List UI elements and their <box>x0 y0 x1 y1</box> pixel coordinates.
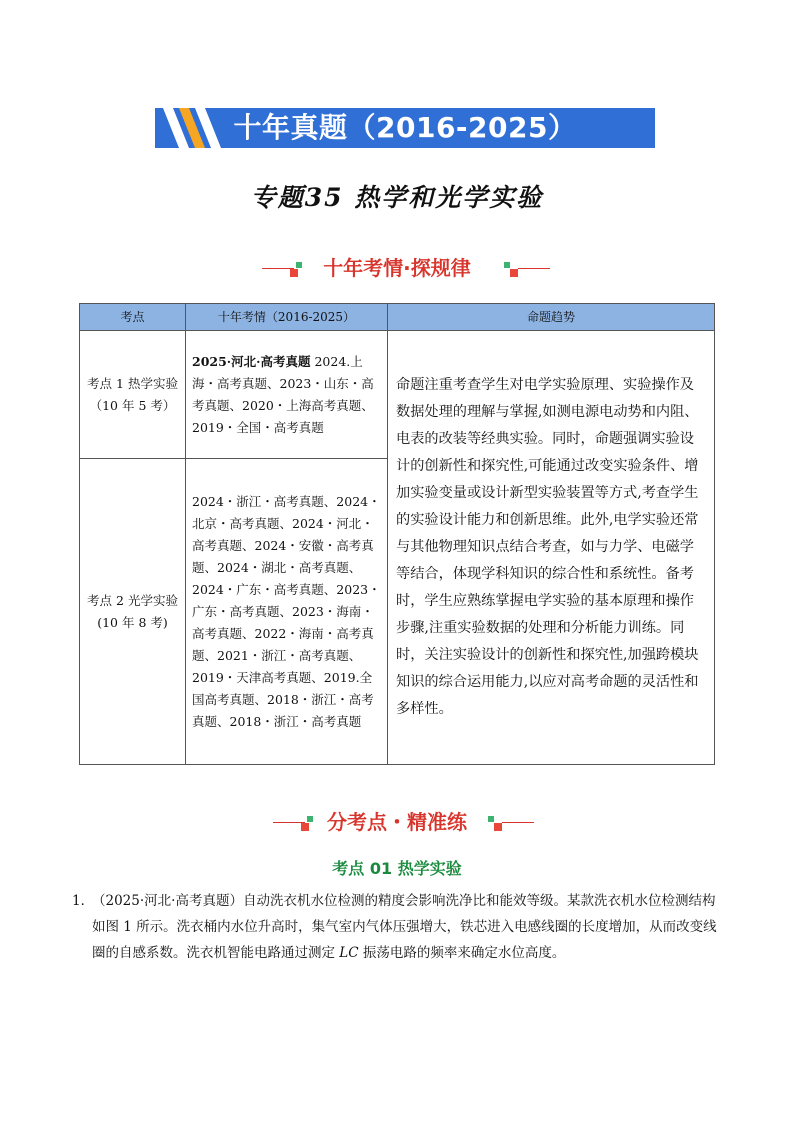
header-line-right <box>518 268 550 269</box>
table-header-cell: 命题趋势 <box>388 304 715 331</box>
exam-list: 2024・浙江・高考真题、2024・北京・高考真题、2024・河北・高考真题、2024・安徽・高考真题、2024・湖北・高考真题、2024・广东・高考真题、2023・广东・高考真题、2023・海南・高考真题、2022・海南・高考真题、2021・浙江・高考真题、2019・天津高考真题、2019.全国高考真题、2018・浙江・高考真题、2018・浙江・高考真题 <box>192 493 381 729</box>
exam-table <box>79 303 715 765</box>
exam-list: 2024.上海・高考真题、2023・山东・高考真题、2020・上海高考真题、2019・全国・高考真题 <box>192 353 374 435</box>
section-title-2: 分考点・精准练 <box>327 810 467 834</box>
section-header-2 <box>0 807 794 837</box>
banner-title: 十年真题（2016-2025） <box>233 111 577 144</box>
table-header-cell: 十年考情（2016-2025） <box>186 304 388 331</box>
question-text-end: 振荡电路的频率来确定水位高度。 <box>358 945 566 961</box>
point-label: 考点 2 光学实验(10 年 8 考) <box>87 592 178 630</box>
point-cell <box>80 331 186 459</box>
lc-symbol: LC <box>339 945 359 961</box>
trend-cell <box>388 331 715 765</box>
question-number: 1． <box>72 893 95 909</box>
header-line-right <box>502 822 534 823</box>
question-text: 自动洗衣机水位检测的精度会影响洗净比和能效等级。某款洗衣机水位检测结构如图 1 所示。洗衣桶内水位升高时，集气室内气体压强增大，铁芯进入电感线圈的长度增加，从而改变线圈的自感系数。洗衣机智能电路通过测定 <box>92 893 717 961</box>
exams-cell <box>186 331 388 459</box>
point-cell <box>80 459 186 765</box>
table-row <box>80 331 715 459</box>
decor-square <box>504 262 510 268</box>
question-source: （2025·河北·高考真题） <box>92 893 243 909</box>
top-banner <box>155 108 655 148</box>
section-title-1: 十年考情·探规律 <box>323 256 471 280</box>
section-header-1 <box>0 253 794 283</box>
decor-square <box>488 816 494 822</box>
topic-title: 专题35 热学和光学实验 <box>250 183 544 212</box>
kaodian-title: 考点 01 热学实验 <box>332 859 462 878</box>
decor-square <box>494 823 502 831</box>
question-1 <box>72 888 726 966</box>
exam-source-bold: 2025·河北·高考真题 <box>192 353 311 369</box>
question-body <box>92 888 726 966</box>
decor-square <box>510 269 518 277</box>
table-header-row <box>80 304 715 331</box>
point-label: 考点 1 热学实验 <box>87 375 178 391</box>
exams-cell <box>186 459 388 765</box>
trend-text: 命题注重考查学生对电学实验原理、实验操作及数据处理的理解与掌握,如测电源电动势和内阻、电表的改装等经典实验。同时，命题强调实验设计的创新性和探究性,可能通过改变实验条件、增加实验变量或设计新型实验装置等方式,考查学生的实验设计能力和创新思维。此外,电学实验还常与其他物理知识点结合考查，如与力学、电磁学等结合，体现学科知识的综合性和系统性。备考时，学生应熟练掌握电学实验的基本原理和操作步骤,注重实验数据的处理和分析能力训练。同时，关注实验设计的创新性和探究性,加强跨模块知识的综合运用能力,以应对高考命题的灵活性和多样性。 <box>396 377 699 717</box>
table-header-cell: 考点 <box>80 304 186 331</box>
point-count: （10 年 5 考） <box>89 397 176 413</box>
